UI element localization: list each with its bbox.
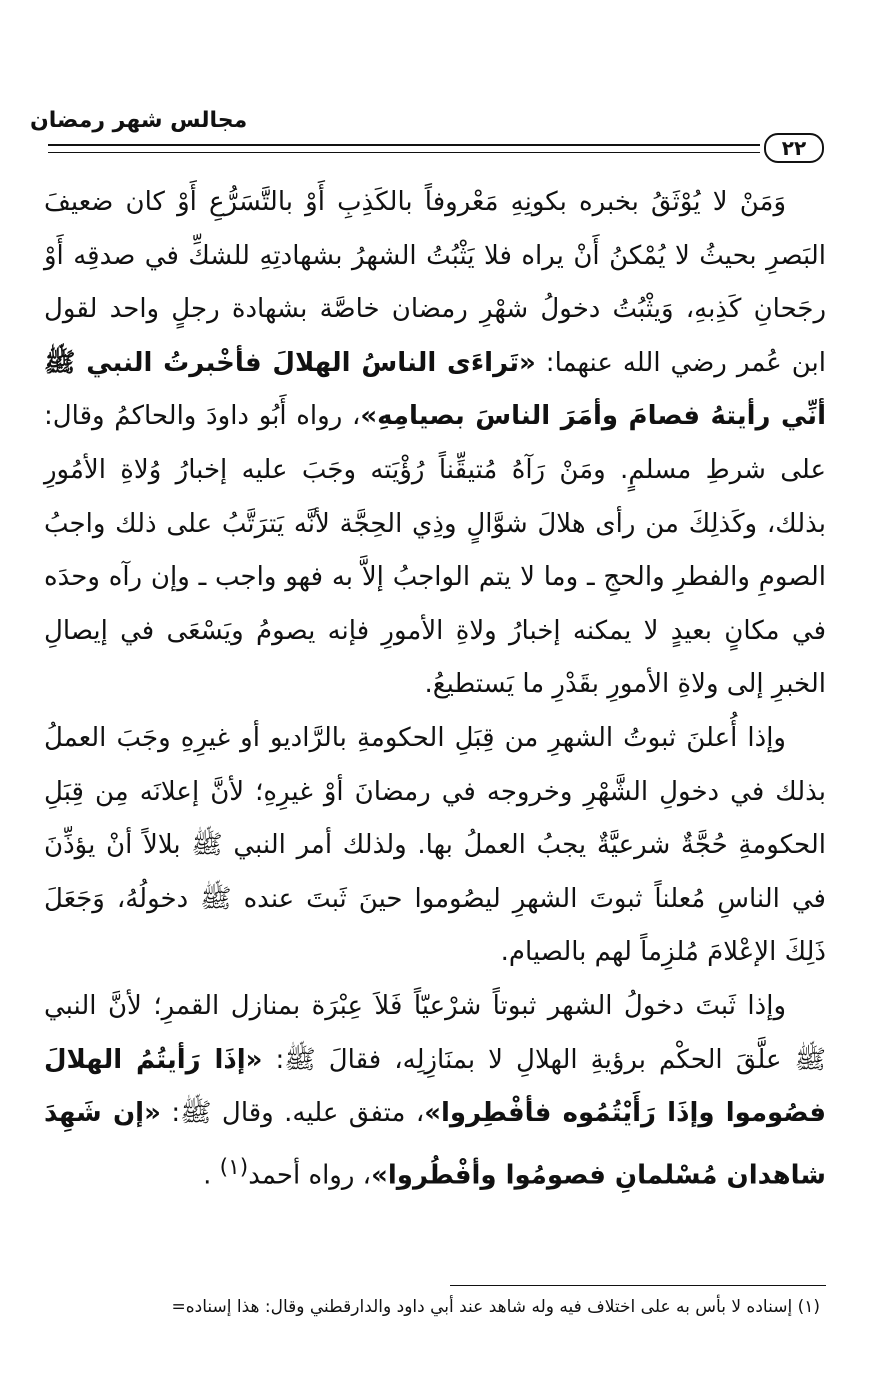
hadith-quote: «تَراءَى الناسُ الهلالَ فأخْبرتُ النبي ﷺ أنِّي رأيتهُ فصامَ وأمَرَ الناسَ بصيامِهِ» xyxy=(44,347,826,432)
footnote-reference: (١) xyxy=(219,1154,249,1180)
paragraph-text: ، رواه أحمد xyxy=(248,1160,372,1191)
paragraph: وإذا أُعلنَ ثبوتُ الشهرِ من قِبَلِ الحكومةِ بالرَّاديو أو غيرِهِ وجَبَ العملُ بذلك في دخولِ الشَّهْرِ وخروجه في رمضانَ أوْ غيرِهِ؛ لأنَّ إعلانَه مِن قِبَلِ الحكومةِ حُجَّةٌ شرعيَّةٌ يجبُ العملُ بها. ولذلك أمر النبي ﷺ بلالاً أنْ يؤذِّنَ في الناسِ مُعلناً ثبوتَ الشهرِ ليصُوموا حينَ ثَبتَ عنده ﷺ دخولُهُ، وَجَعَلَ ذَلِكَ الإعْلامَ مُلزِماً لهم بالصيام. xyxy=(44,722,826,968)
header-divider xyxy=(48,144,760,153)
paragraph-text: وَمَنْ لا يُوْثَقُ بخبره بكونِهِ مَعْروفاً بالكَذِبِ أَوْ بالتَّسَرُّعِ أَوْ كان ضعيفَ البَصرِ بحيثُ لا يُمْكنُ أَنْ يراه فلا يَثْبُتُ الشهرُ بشهادتِهِ للشكِّ في صدقِه أَوْ رجَحانِ كَذِبهِ، وَيثْبُتُ دخولُ شهْرِ رمضان خاصَّة بشهادة رجلٍ واحد لقول ابن عُمر رضي الله عنهما: xyxy=(44,187,826,378)
paragraph-text: ، رواه أَبُو داودَ والحاكمُ وقال: على شرطِ مسلمٍ. ومَنْ رَآهُ مُتيقِّناً رُؤْيَته وجَبَ عليه إخبارُ وُلاةِ الأمُورِ بذلك، وكَذلِكَ من رأى هلالَ شوَّالٍ وذِي الحِجَّة لأنَّه يَترَتَّبُ على ذلك واجبُ الصومِ والفطرِ والحجِ ـ وما لا يتم الواجبُ إلاَّ به فهو واجب ـ وإن رآه وحدَه في مكانٍ بعيدٍ لا يمكنه إخبارُ ولاةِ الأمورِ فإنه يصومُ ويَسْعَى في إيصالِ الخبرِ إلى ولاةِ الأمورِ بقَدْرِ ما يَستطيعُ. xyxy=(44,401,826,700)
paragraph-text: وإذا ثَبتَ دخولُ الشهر ثبوتاً شرْعيّاً فَلاَ عِبْرَة بمنازل القمرِ؛ لأنَّ النبي ﷺ علَّقَ الحكْم برؤيةِ الهلالِ لا بمنَازِلِه، فقالَ ﷺ: xyxy=(44,990,826,1075)
paragraph-text: ، متفق عليه. وقال ﷺ: xyxy=(160,1098,425,1129)
running-header-title: مجالس شهر رمضان xyxy=(30,108,248,133)
page-number: ٢٢ xyxy=(764,133,824,163)
paragraph-end: . xyxy=(203,1160,220,1191)
footnote: (١) إسناده لا بأس به على اختلاف فيه وله شاهد عند أبي داود والدارقطني وقال: هذا إسناده= xyxy=(171,1297,820,1317)
footnote-divider xyxy=(450,1285,826,1286)
main-text xyxy=(44,176,826,1203)
paragraph xyxy=(44,176,826,712)
hadith-quote: «إذَا رَأيتُمُ الهلالَ فصُوموا وإذَا رَأَيْتُمُوه فأفْطِروا» xyxy=(44,1044,826,1129)
hadith-quote: «إن شَهِدَ شاهدان مُسْلمانِ فصومُوا وأفْطُروا» xyxy=(44,1098,826,1191)
paragraph xyxy=(44,980,826,1203)
